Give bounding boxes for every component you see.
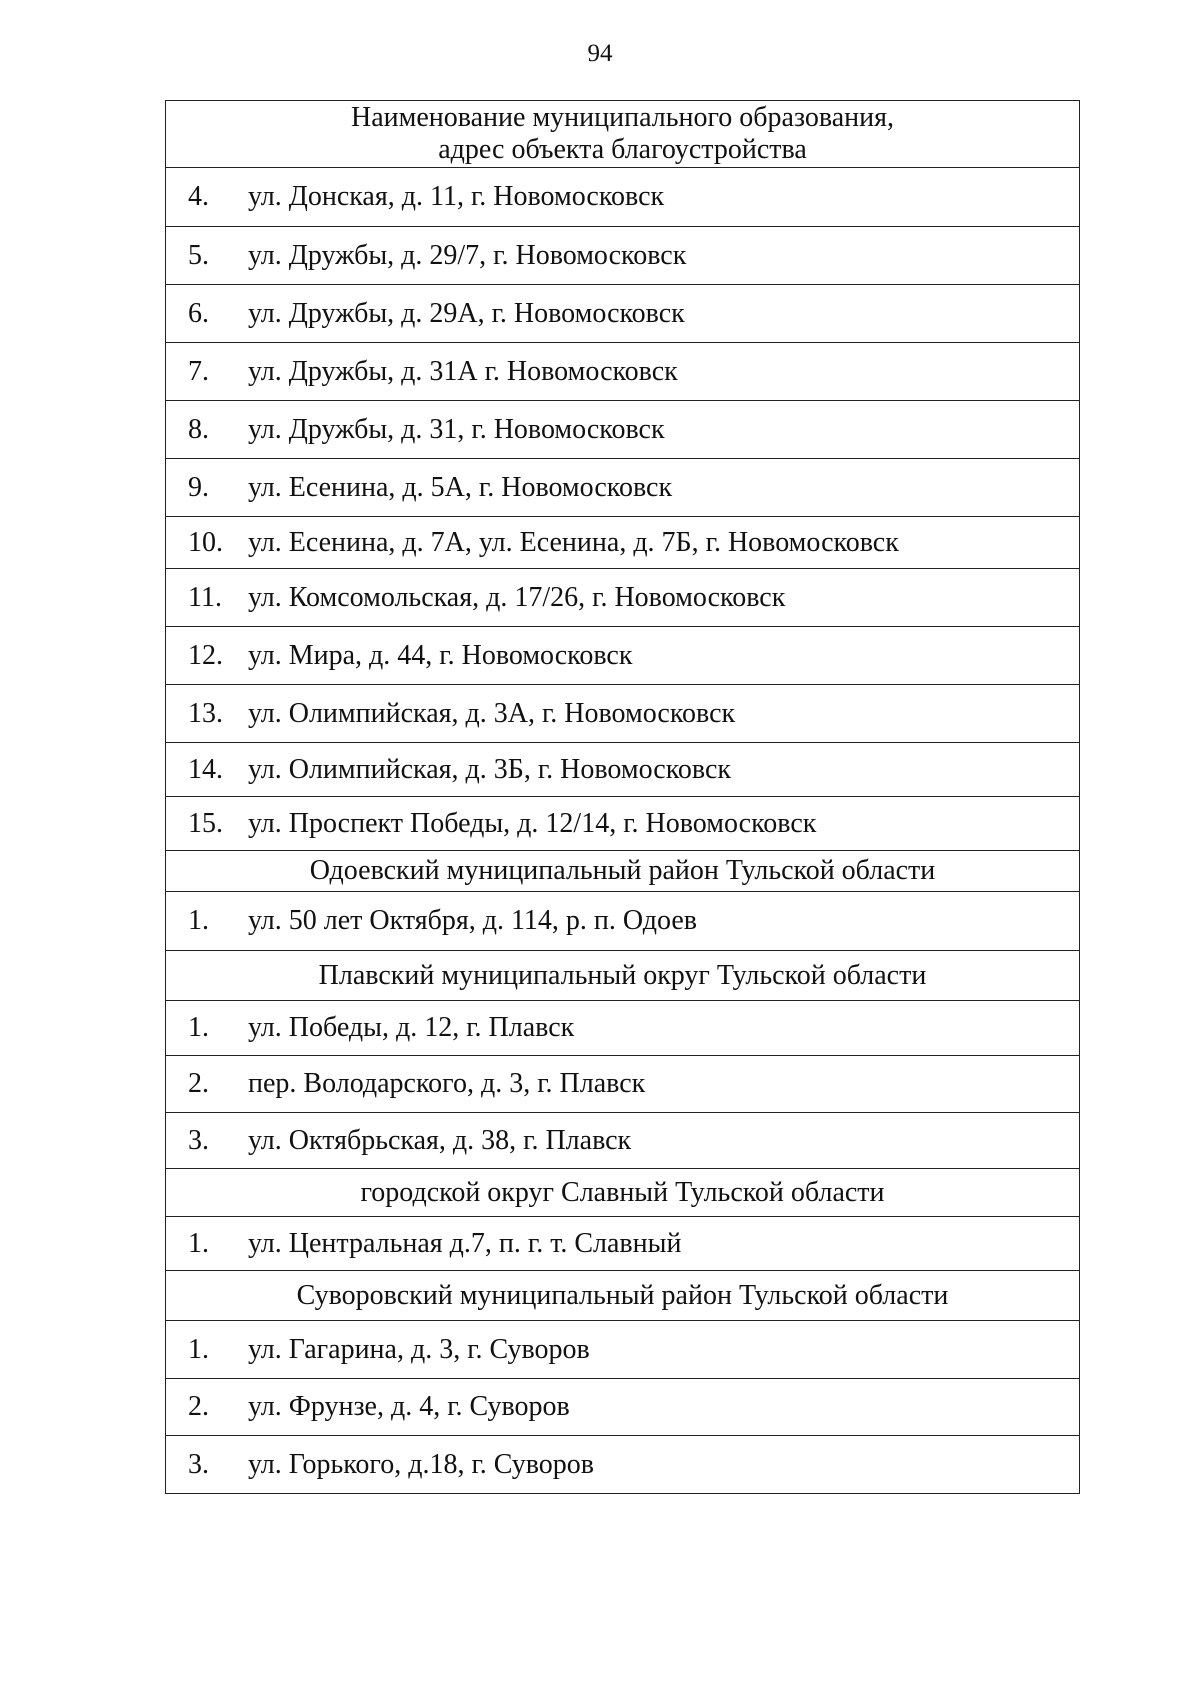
address-cell <box>166 1379 1080 1436</box>
row-number: 1. <box>188 905 209 936</box>
address-row-content <box>166 343 1079 400</box>
address-cell <box>166 1001 1080 1056</box>
page-number: 94 <box>587 40 613 67</box>
address-cell <box>166 1436 1080 1494</box>
row-number: 7. <box>188 355 209 387</box>
address-cell <box>166 1321 1080 1379</box>
address-row-content <box>166 1001 1079 1055</box>
address-text: ул. Есенина, д. 5А, г. Новомосковск <box>248 471 673 503</box>
address-row-content <box>166 1436 1079 1493</box>
address-text: ул. Горького, д.18, г. Суворов <box>248 1448 595 1480</box>
row-number: 12. <box>188 639 223 671</box>
section-title: Плавский муниципальный округ Тульской области <box>166 951 1080 1001</box>
table-row <box>166 1436 1080 1494</box>
table-row <box>166 569 1080 627</box>
address-cell <box>166 797 1080 851</box>
address-cell <box>166 1056 1080 1113</box>
address-cell <box>166 569 1080 627</box>
section-title: Одоевский муниципальный район Тульской области <box>166 851 1080 892</box>
row-number: 2. <box>188 1068 209 1099</box>
header-line-2: адрес объекта благоустройства <box>438 134 807 165</box>
section-title: Суворовский муниципальный район Тульской области <box>166 1271 1080 1321</box>
address-row-content <box>166 797 1079 850</box>
row-number: 14. <box>188 753 223 785</box>
address-text: ул. Мира, д. 44, г. Новомосковск <box>248 639 633 671</box>
address-text: ул. Октябрьская, д. 38, г. Плавск <box>248 1124 632 1156</box>
row-number: 3. <box>188 1448 209 1480</box>
header-line-1: Наименование муниципального образования, <box>351 102 894 133</box>
row-number: 10. <box>188 526 223 558</box>
section-row <box>166 1271 1080 1321</box>
table-row <box>166 685 1080 743</box>
address-row-content <box>166 285 1079 342</box>
table-row <box>166 459 1080 517</box>
address-text: ул. Дружбы, д. 29/7, г. Новомосковск <box>248 239 687 271</box>
address-row-content <box>166 892 1079 950</box>
address-row-content <box>166 1056 1079 1112</box>
table-row <box>166 892 1080 951</box>
address-text: ул. Дружбы, д. 29А, г. Новомосковск <box>248 297 685 329</box>
address-text: ул. Центральная д.7, п. г. т. Славный <box>248 1227 682 1259</box>
address-text: ул. Дружбы, д. 31, г. Новомосковск <box>248 413 665 445</box>
row-number: 11. <box>188 581 222 613</box>
address-row-content <box>166 569 1079 626</box>
address-text: ул. Дружбы, д. 31А г. Новомосковск <box>248 355 678 387</box>
address-text: ул. Проспект Победы, д. 12/14, г. Новомосковск <box>248 807 817 839</box>
address-table <box>165 100 1080 1494</box>
row-number: 6. <box>188 297 209 329</box>
address-cell <box>166 1217 1080 1271</box>
table-row <box>166 1217 1080 1271</box>
row-number: 1. <box>188 1227 209 1259</box>
table-row <box>166 1001 1080 1056</box>
table-row <box>166 517 1080 569</box>
address-row-content <box>166 168 1079 226</box>
row-number: 8. <box>188 413 209 445</box>
address-text: ул. Победы, д. 12, г. Плавск <box>248 1012 575 1043</box>
table-row <box>166 1321 1080 1379</box>
address-text: ул. 50 лет Октября, д. 114, р. п. Одоев <box>248 905 697 936</box>
address-row-content <box>166 1379 1079 1435</box>
address-text: ул. Олимпийская, д. 3А, г. Новомосковск <box>248 697 736 729</box>
row-number: 1. <box>188 1012 209 1043</box>
table-row <box>166 1056 1080 1113</box>
row-number: 4. <box>188 181 209 212</box>
address-row-content <box>166 627 1079 684</box>
address-cell <box>166 685 1080 743</box>
row-number: 1. <box>188 1333 209 1365</box>
address-row-content <box>166 401 1079 458</box>
address-cell <box>166 517 1080 569</box>
address-table-body <box>166 101 1080 1494</box>
address-cell <box>166 743 1080 797</box>
row-number: 5. <box>188 239 209 271</box>
address-text: ул. Комсомольская, д. 17/26, г. Новомосковск <box>248 581 786 613</box>
table-row <box>166 401 1080 459</box>
address-row-content <box>166 459 1079 516</box>
address-row-content <box>166 1113 1079 1168</box>
address-cell <box>166 285 1080 343</box>
address-cell <box>166 459 1080 517</box>
address-row-content <box>166 743 1079 796</box>
section-row <box>166 1169 1080 1217</box>
row-number: 15. <box>188 807 223 839</box>
table-row <box>166 797 1080 851</box>
section-row <box>166 851 1080 892</box>
address-row-content <box>166 227 1079 284</box>
address-text: ул. Гагарина, д. 3, г. Суворов <box>248 1333 590 1365</box>
table-row <box>166 743 1080 797</box>
address-row-content <box>166 685 1079 742</box>
table-row <box>166 343 1080 401</box>
row-number: 3. <box>188 1124 209 1156</box>
section-title: городской округ Славный Тульской области <box>166 1169 1080 1217</box>
address-row-content <box>166 1217 1079 1270</box>
address-cell <box>166 168 1080 227</box>
address-text: ул. Донская, д. 11, г. Новомосковск <box>248 181 665 212</box>
address-cell <box>166 1113 1080 1169</box>
table-header-row <box>166 101 1080 168</box>
address-cell <box>166 892 1080 951</box>
table-row <box>166 627 1080 685</box>
row-number: 9. <box>188 471 209 503</box>
address-cell <box>166 401 1080 459</box>
address-cell <box>166 343 1080 401</box>
section-row <box>166 951 1080 1001</box>
table-row <box>166 1379 1080 1436</box>
table-header-cell <box>166 101 1080 168</box>
table-row <box>166 168 1080 227</box>
address-cell <box>166 227 1080 285</box>
address-text: ул. Фрунзе, д. 4, г. Суворов <box>248 1391 570 1422</box>
table-row <box>166 227 1080 285</box>
table-row <box>166 1113 1080 1169</box>
address-cell <box>166 627 1080 685</box>
address-text: ул. Есенина, д. 7А, ул. Есенина, д. 7Б, г. Новомосковск <box>248 526 899 558</box>
row-number: 2. <box>188 1391 209 1422</box>
address-text: ул. Олимпийская, д. 3Б, г. Новомосковск <box>248 753 731 785</box>
address-text: пер. Володарского, д. 3, г. Плавск <box>248 1068 646 1099</box>
table-row <box>166 285 1080 343</box>
address-row-content <box>166 517 1079 568</box>
row-number: 13. <box>188 697 223 729</box>
address-row-content <box>166 1321 1079 1378</box>
